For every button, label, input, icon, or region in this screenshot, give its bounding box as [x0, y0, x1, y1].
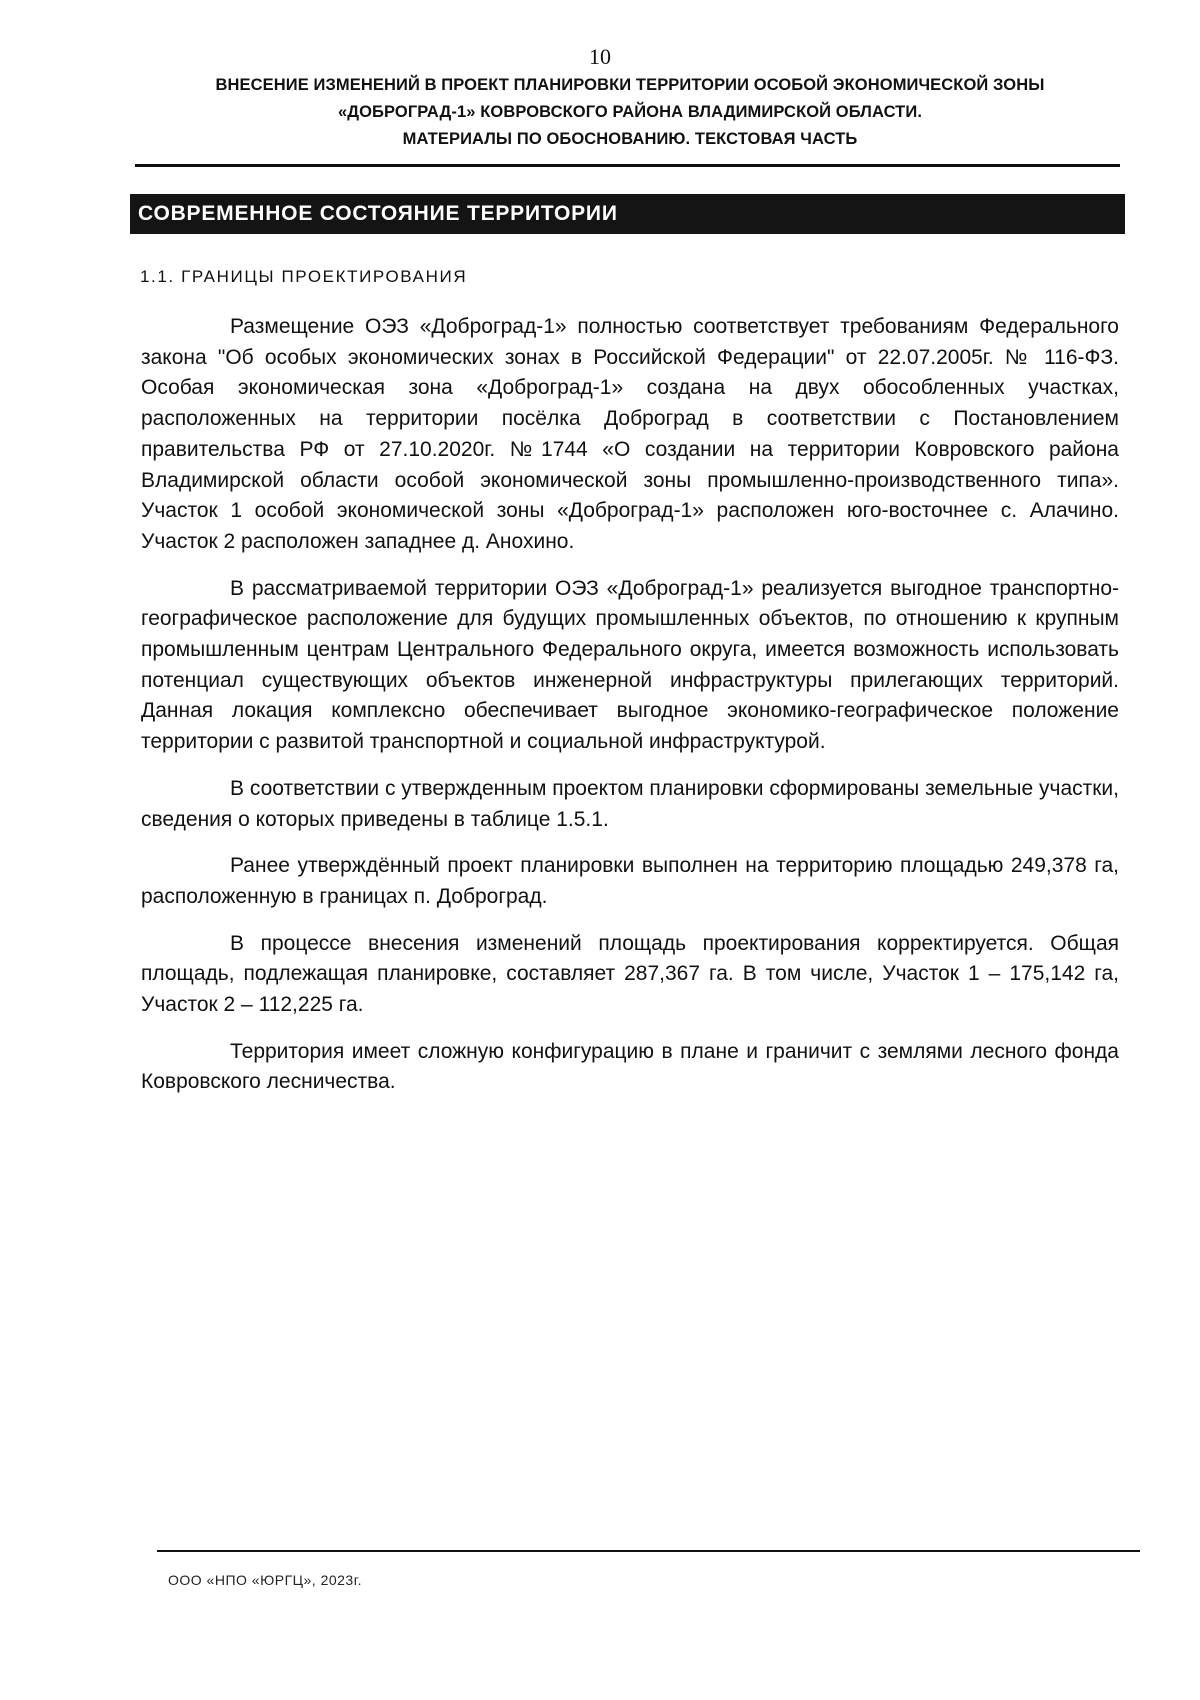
document-header	[140, 72, 1120, 153]
section-title: СОВРЕМЕННОЕ СОСТОЯНИЕ ТЕРРИТОРИИ	[130, 194, 1125, 234]
footer-text: ООО «НПО «ЮРГЦ», 2023г.	[168, 1572, 362, 1588]
paragraph-4: Ранее утверждённый проект планировки выполнен на территорию площадью 249,378 га, расположенную в границах п. Доброград.	[141, 854, 1119, 908]
footer-divider	[157, 1550, 1140, 1552]
header-line-3: МАТЕРИАЛЫ ПО ОБОСНОВАНИЮ. ТЕКСТОВАЯ ЧАСТЬ	[402, 130, 858, 148]
header-divider	[135, 164, 1120, 167]
paragraph-6: Территория имеет сложную конфигурацию в плане и граничит с землями лесного фонда Ковровского лесничества.	[141, 1039, 1119, 1094]
paragraph-5: В процессе внесения изменений площадь проектирования корректируется. Общая площадь, подлежащая планировке, составляет 287,367 га. В том числе, Участок 1 – 175,142 га, Участок 2 – 112,225 га.	[141, 931, 1119, 1017]
subsection-title: 1.1. ГРАНИЦЫ ПРОЕКТИРОВАНИЯ	[140, 267, 468, 286]
page-number: 10	[589, 44, 611, 69]
paragraph-2: В рассматриваемой территории ОЭЗ «Доброград-1» реализуется выгодное транспортно-географическое расположение для будущих промышленных объектов, по отношению к крупным промышленным центрам Центрального Федерального округа, имеется возможность использовать потенциал существующих объектов инженерной инфраструктуры прилегающих территорий. Данная локация комплексно обеспечивает выгодное экономико-географическое положение территории с развитой транспортной и социальной инфраструктурой.	[141, 576, 1119, 754]
paragraph-1: Размещение ОЭЗ «Доброград-1» полностью соответствует требованиям Федерального закона "Об особых экономических зонах в Российской Федерации" от 22.07.2005г. № 116-ФЗ. Особая экономическая зона «Доброград-1» создана на двух обособленных участках, расположенных на территории посёлка Доброград в соответствии с Постановлением правительства РФ от 27.10.2020г. №1744 «О создании на территории Ковровского района Владимирской области особой экономической зоны промышленно-производственного типа». Участок 1 особой экономической зоны «Доброград-1» расположен юго-восточнее с. Алачино. Участок 2 расположен западнее д. Анохино.	[141, 315, 1119, 553]
body-text	[141, 312, 1119, 1114]
header-line-1: ВНЕСЕНИЕ ИЗМЕНЕНИЙ В ПРОЕКТ ПЛАНИРОВКИ ТЕРРИТОРИИ ОСОБОЙ ЭКОНОМИЧЕСКОЙ ЗОНЫ	[215, 76, 1045, 94]
paragraph-3: В соответствии с утвержденным проектом планировки сформированы земельные участки, сведения о которых приведены в таблице 1.5.1.	[141, 776, 1119, 831]
header-line-2: «ДОБРОГРАД-1» КОВРОВСКОГО РАЙОНА ВЛАДИМИРСКОЙ ОБЛАСТИ.	[337, 103, 923, 121]
